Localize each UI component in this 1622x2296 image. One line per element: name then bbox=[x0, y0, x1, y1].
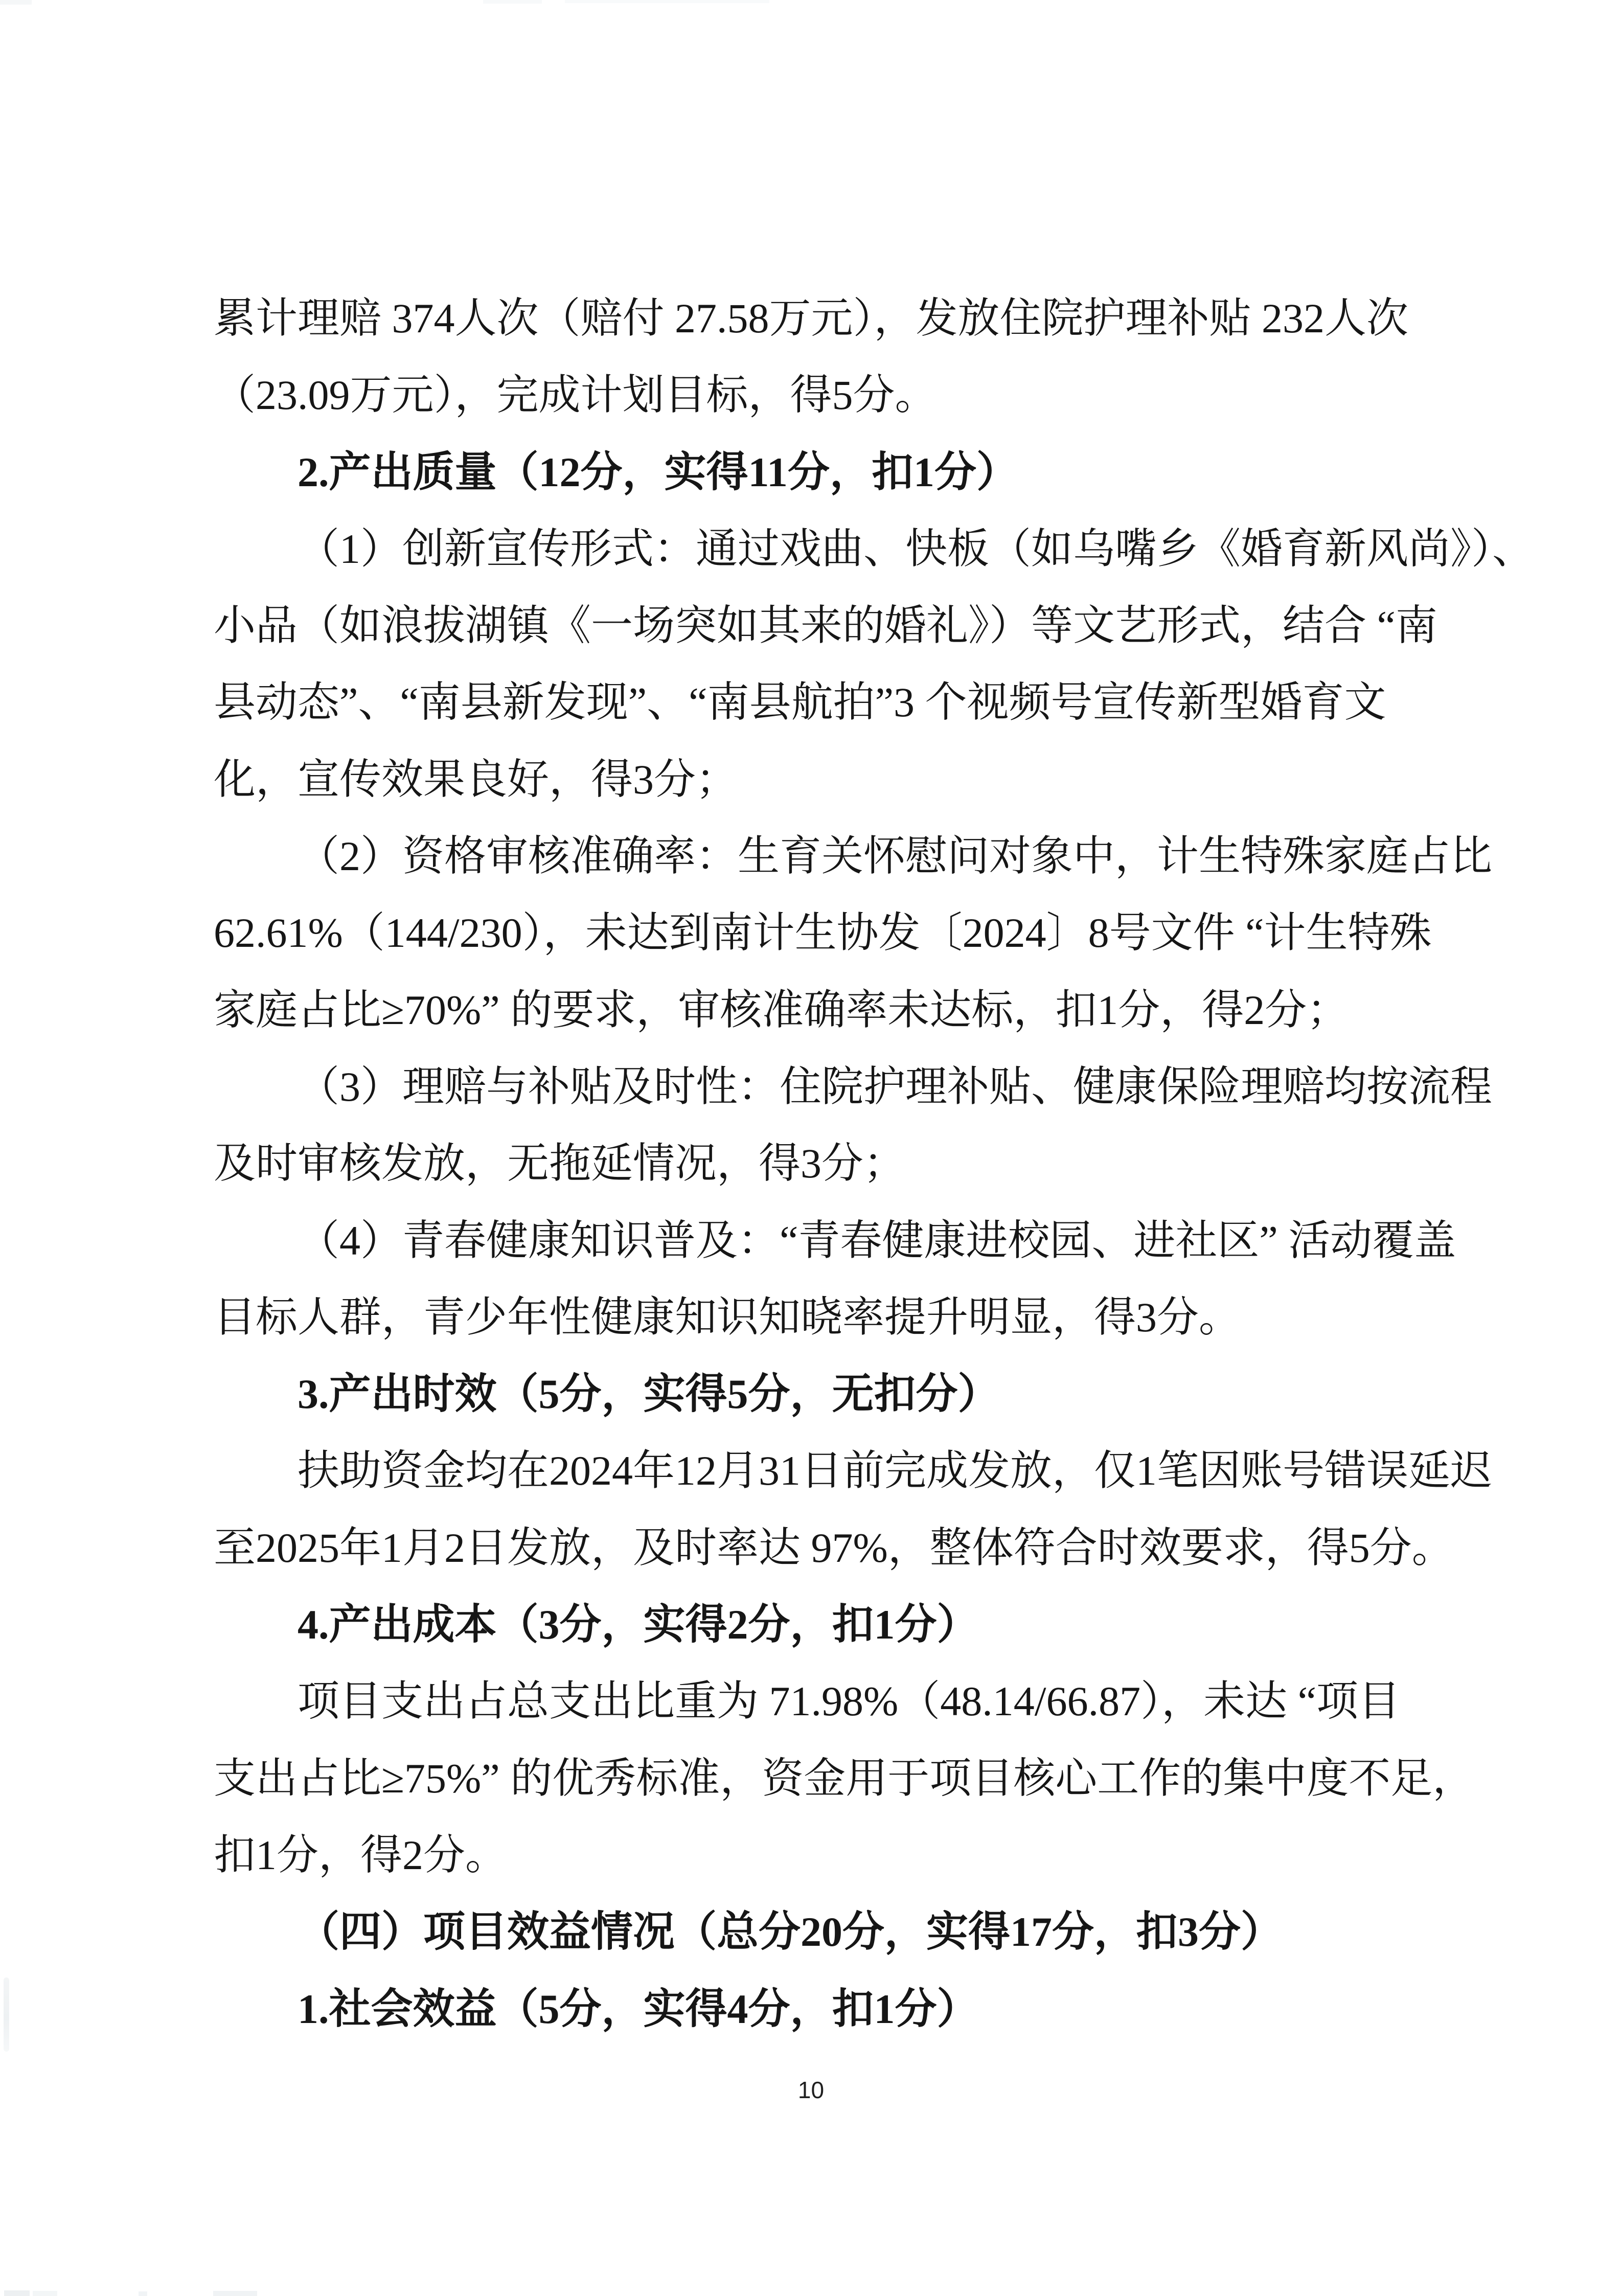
paragraph-line: 扶助资金均在2024年12月31日前完成发放，仅1笔因账号错误延迟 bbox=[298, 1447, 1493, 1494]
paragraph-line: 累计理赔 374人次（赔付 27.58万元），发放住院护理补贴 232人次 bbox=[214, 295, 1409, 342]
paragraph-line: 目标人群，青少年性健康知识知晓率提升明显，得3分。 bbox=[214, 1293, 1241, 1340]
paragraph-line: （2）资格审核准确率：生育关怀慰问对象中，计生特殊家庭占比 bbox=[298, 833, 1493, 880]
section-heading-output-timeliness: 3.产出时效（5分，实得5分，无扣分） bbox=[298, 1371, 1000, 1418]
page-footer bbox=[0, 2075, 1622, 2105]
scan-artifact-bottom-edge bbox=[139, 2291, 147, 2296]
section-heading-project-benefit: （四）项目效益情况（总分20分，实得17分，扣3分） bbox=[298, 1908, 1283, 1956]
scan-artifact-bottom-edge bbox=[213, 2291, 257, 2296]
paragraph-line: （23.09万元），完成计划目标，得5分。 bbox=[214, 372, 937, 419]
paragraph-line: 县动态”、“南县新发现”、“南县航拍”3 个视频号宣传新型婚育文 bbox=[214, 679, 1386, 726]
paragraph-line: （4）青春健康知识普及：“青春健康进校园、进社区” 活动覆盖 bbox=[298, 1217, 1456, 1264]
paragraph-line: 项目支出占总支出比重为 71.98%（48.14/66.87），未达 “项目 bbox=[298, 1678, 1400, 1725]
paragraph-line: 家庭占比≥70%” 的要求，审核准确率未达标，扣1分，得2分； bbox=[214, 986, 1349, 1033]
paragraph-line: 扣1分，得2分。 bbox=[214, 1831, 508, 1878]
paragraph-line: 化，宣传效果良好，得3分； bbox=[214, 756, 738, 803]
section-heading-social-benefit: 1.社会效益（5分，实得4分，扣1分） bbox=[298, 1985, 979, 2032]
scan-artifact-bottom-edge bbox=[4, 2290, 30, 2296]
page-number: 10 bbox=[797, 2077, 825, 2103]
scan-artifact-top-edge bbox=[0, 0, 32, 5]
paragraph-line: （3）理赔与补贴及时性：住院护理补贴、健康保险理赔均按流程 bbox=[298, 1063, 1493, 1110]
document-body bbox=[214, 280, 1535, 2048]
scan-artifact-bottom-edge bbox=[33, 2291, 57, 2296]
paragraph-line: （1）创新宣传形式：通过戏曲、快板（如乌嘴乡《婚育新风尚》）、 bbox=[298, 525, 1535, 572]
paragraph-line: 及时审核发放，无拖延情况，得3分； bbox=[214, 1140, 906, 1187]
scan-artifact-left-edge bbox=[4, 1977, 9, 2052]
section-heading-output-cost: 4.产出成本（3分，实得2分，扣1分） bbox=[298, 1601, 979, 1648]
scan-artifact-top-edge bbox=[565, 0, 769, 3]
paragraph-line: 支出占比≥75%” 的优秀标准，资金用于项目核心工作的集中度不足， bbox=[214, 1755, 1475, 1802]
paragraph-line: 62.61%（144/230），未达到南计生协发〔2024〕8号文件 “计生特殊 bbox=[214, 910, 1432, 957]
paragraph-line: 小品（如浪拔湖镇《一场突如其来的婚礼》）等文艺形式，结合 “南 bbox=[214, 602, 1437, 649]
scan-artifact-top-edge bbox=[483, 0, 542, 4]
paragraph-line: 至2025年1月2日发放，及时率达 97%，整体符合时效要求，得5分。 bbox=[214, 1524, 1454, 1571]
section-heading-output-quality: 2.产出质量（12分，实得11分，扣1分） bbox=[298, 448, 1018, 495]
